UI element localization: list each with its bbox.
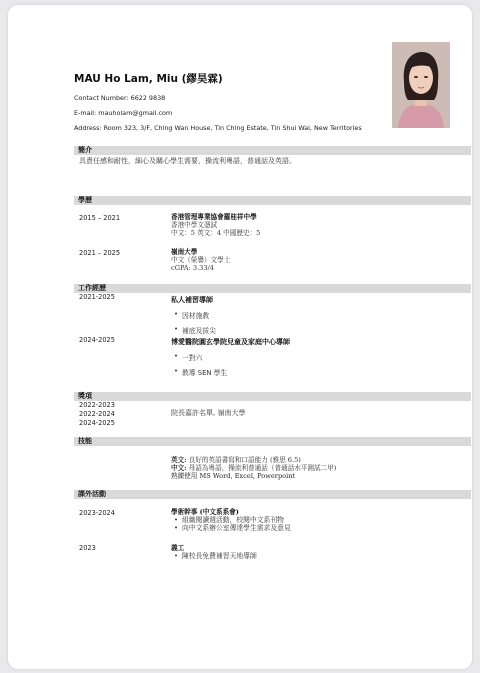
award-date: 2022-2024 [79, 410, 115, 418]
section-bar-education [74, 196, 471, 205]
section-heading-awards: 獎項 [78, 392, 92, 400]
education-school: 香港管理專業協會羅桂祥中學 [171, 213, 257, 221]
skill-english-text: 良好的英語書寫和口語能力 (雅思 6.5) [188, 456, 301, 464]
education-detail: 中文：5 英文：4 中國歷史：5 [171, 229, 261, 237]
resume-page [8, 5, 472, 669]
contact-number: Contact Number: 6622 9838 [74, 94, 166, 102]
skill-english-label: 英文: [171, 456, 187, 464]
activity-date: 2023 [79, 544, 96, 552]
education-date: 2015 – 2021 [79, 214, 121, 222]
activity-bullet: • 向中文系辦公室傳達學生需求及意見 [182, 525, 291, 533]
section-heading-work: 工作經歷 [78, 284, 106, 292]
section-bar-work [74, 284, 471, 293]
profile-text: 具責任感和耐性，細心及關心學生需要，操流利粵語，普通話及英語。 [79, 157, 296, 165]
activity-title: 學術幹事 (中文系系會) [171, 508, 239, 516]
activity-date: 2023-2024 [79, 509, 115, 517]
education-detail: 中文（榮譽）文學士 [171, 256, 231, 264]
work-bullet: • 一對六 [182, 352, 202, 362]
work-bullet: • 因材施教 [182, 310, 209, 320]
award-date: 2024-2025 [79, 419, 115, 427]
work-title: 私人補習導師 [171, 295, 213, 304]
section-heading-profile: 簡介 [78, 146, 92, 154]
section-heading-skills: 技能 [78, 437, 92, 445]
section-bar-awards [74, 392, 471, 401]
section-bar-activities [74, 490, 471, 499]
education-date: 2021 – 2025 [79, 249, 121, 257]
email-address[interactable]: E-mail: mauholam@gmail.com [74, 109, 173, 117]
activity-bullet: • 組織閱讀週活動，校閱中文系刊物 [182, 517, 284, 525]
portrait-image [392, 42, 450, 128]
award-text: 院長嘉許名單, 嶺南大學 [171, 409, 246, 417]
education-detail: cGPA: 3.33/4 [171, 264, 214, 272]
skill-software: 熟練使用 MS Word, Excel, Powerpoint [171, 472, 296, 480]
section-heading-activities: 課外活動 [78, 490, 106, 498]
activity-bullet: • 陳校長免費補習天地導師 [182, 553, 257, 561]
home-address: Address: Room 323, 3/F, Ching Wan House, Tin Ching Estate, Tin Shui Wai, New Territories [74, 124, 362, 132]
candidate-name: MAU Ho Lam, Miu (繆昊霖) [74, 73, 223, 85]
award-date: 2022-2023 [79, 401, 115, 409]
work-date: 2024-2025 [79, 336, 115, 344]
work-title: 博愛醫院圓玄學院兒童及家庭中心導師 [171, 337, 290, 346]
profile-photo [392, 42, 450, 128]
skill-chinese-text: 母語為粵語，操流利普通話（普通話水平測試二甲) [188, 464, 337, 472]
work-date: 2021-2025 [79, 293, 115, 301]
section-bar-skills [74, 437, 471, 446]
skill-chinese-label: 中文: [171, 464, 187, 472]
education-detail: 香港中學文憑試 [171, 221, 218, 229]
education-school: 嶺南大學 [171, 248, 198, 256]
section-heading-education: 學歷 [78, 196, 92, 204]
work-bullet: • 教導 SEN 學生 [182, 367, 227, 377]
activity-title: 義工 [171, 544, 185, 552]
work-bullet: • 補底及拔尖 [182, 325, 216, 335]
section-bar-profile [74, 146, 471, 155]
